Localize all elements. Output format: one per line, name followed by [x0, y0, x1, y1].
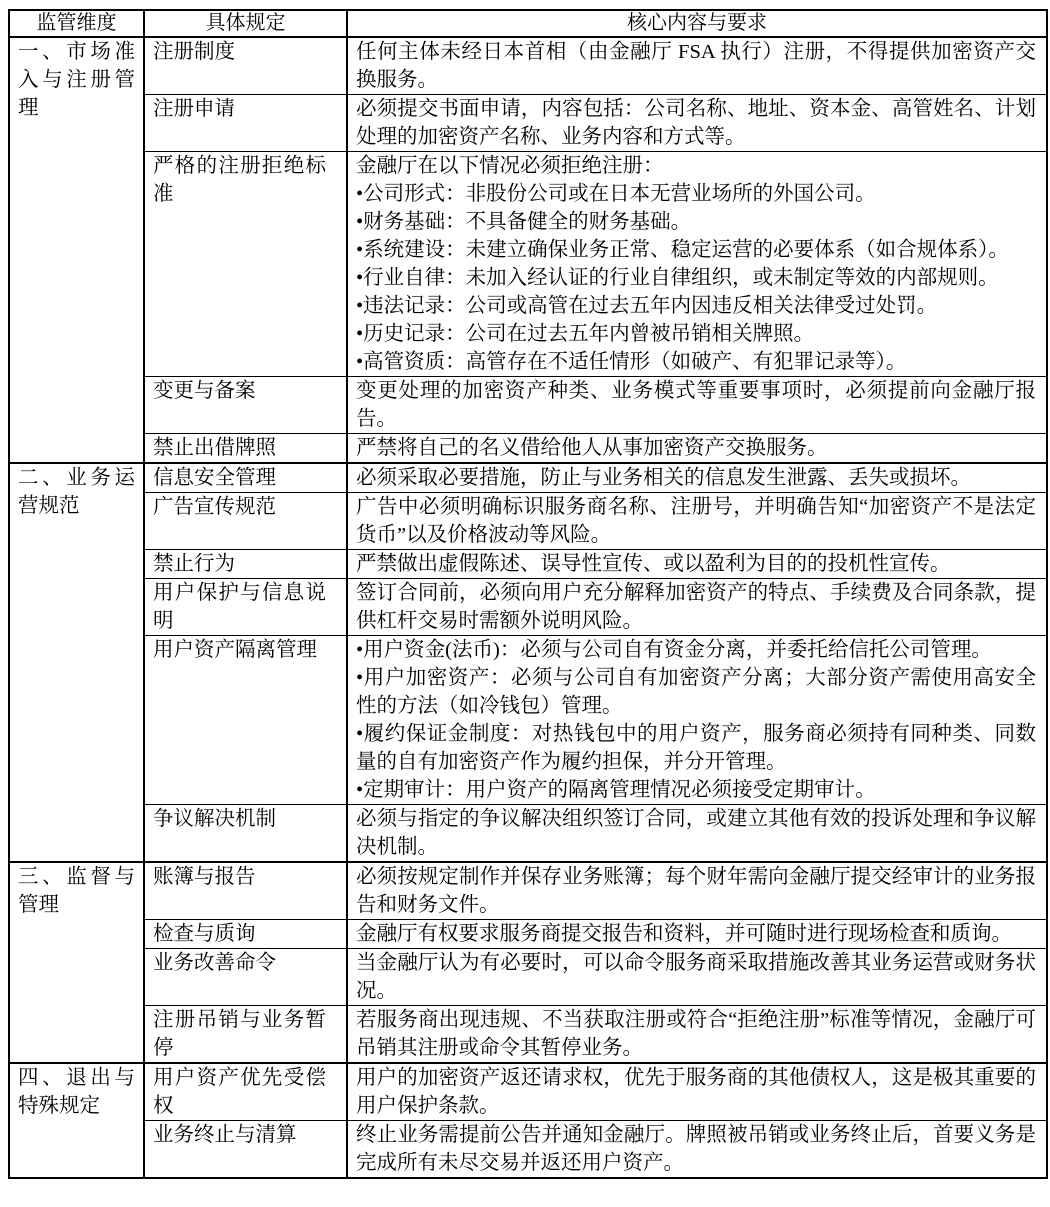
- provision-cell: 禁止行为: [144, 550, 347, 579]
- content-line: 终止业务需提前公告并通知金融厅。牌照被吊销或业务终止后，首要义务是完成所有未尽交易并返还用户资产。: [356, 1124, 1036, 1174]
- table-row: [9, 920, 1047, 949]
- content-line: 用户的加密资产返还请求权，优先于服务商的其他债权人，这是极其重要的用户保护条款。: [356, 1067, 1036, 1117]
- provision-cell: 禁止出借牌照: [144, 434, 347, 464]
- table-row: [9, 463, 1047, 493]
- table-row: [9, 1063, 1047, 1121]
- content-line: 任何主体未经日本首相（由金融厅 FSA 执行）注册，不得提供加密资产交换服务。: [356, 41, 1036, 91]
- regulation-table: [8, 9, 1048, 1179]
- table-row: [9, 636, 1047, 805]
- provision-cell: 用户资产优先受偿权: [144, 1063, 347, 1121]
- content-cell: [347, 550, 1047, 579]
- content-line: 金融厅有权要求服务商提交报告和资料，并可随时进行现场检查和质询。: [356, 923, 1012, 945]
- provision-cell: 注册申请: [144, 95, 347, 152]
- table-row: [9, 550, 1047, 579]
- provision-cell: 注册制度: [144, 37, 347, 95]
- content-line: •财务基础：不具备健全的财务基础。: [356, 211, 692, 233]
- provision-cell: 信息安全管理: [144, 463, 347, 493]
- provision-cell: 业务终止与清算: [144, 1121, 347, 1179]
- content-cell: [347, 434, 1047, 464]
- content-line: 必须按规定制作并保存业务账簿；每个财年需向金融厅提交经审计的业务报告和财务文件。: [356, 866, 1036, 916]
- table-row: [9, 152, 1047, 377]
- content-cell: [347, 95, 1047, 152]
- content-line: •公司形式：非股份公司或在日本无营业场所的外国公司。: [356, 183, 876, 205]
- table-row: [9, 37, 1047, 95]
- table-row: [9, 862, 1047, 920]
- content-line: •履约保证金制度：对热钱包中的用户资产，服务商必须持有同种类、同数量的自有加密资产作为履约担保，并分开管理。: [356, 723, 1036, 773]
- content-cell: [347, 1006, 1047, 1064]
- content-cell: [347, 1121, 1047, 1179]
- content-line: 必须提交书面申请，内容包括：公司名称、地址、资本金、高管姓名、计划处理的加密资产名称、业务内容和方式等。: [356, 98, 1036, 148]
- table-row: [9, 1006, 1047, 1064]
- table-row: [9, 493, 1047, 550]
- provision-cell: 账簿与报告: [144, 862, 347, 920]
- column-header-dimension: 监管维度: [9, 10, 144, 37]
- content-line: 必须采取必要措施，防止与业务相关的信息发生泄露、丢失或损坏。: [356, 467, 971, 489]
- content-cell: [347, 949, 1047, 1006]
- content-line: 变更处理的加密资产种类、业务模式等重要事项时，必须提前向金融厅报告。: [356, 380, 1036, 430]
- content-line: •用户加密资产：必须与公司自有加密资产分离；大部分资产需使用高安全性的方法（如冷钱包）管理。: [356, 667, 1036, 717]
- content-line: •用户资金(法币)：必须与公司自有资金分离，并委托给信托公司管理。: [356, 639, 992, 661]
- content-cell: [347, 152, 1047, 377]
- content-cell: [347, 805, 1047, 863]
- content-line: 若服务商出现违规、不当获取注册或符合“拒绝注册”标准等情况，金融厅可吊销其注册或命令其暂停业务。: [356, 1009, 1036, 1059]
- table-row: [9, 377, 1047, 434]
- table-row: [9, 95, 1047, 152]
- content-line: •定期审计：用户资产的隔离管理情况必须接受定期审计。: [356, 779, 876, 801]
- column-header-provision: 具体规定: [144, 10, 347, 37]
- provision-cell: 争议解决机制: [144, 805, 347, 863]
- content-cell: [347, 920, 1047, 949]
- table-row: [9, 805, 1047, 863]
- content-cell: [347, 1063, 1047, 1121]
- content-cell: [347, 579, 1047, 636]
- content-cell: [347, 37, 1047, 95]
- provision-cell: 广告宣传规范: [144, 493, 347, 550]
- content-cell: [347, 463, 1047, 493]
- header-row: [9, 10, 1047, 37]
- provision-cell: 业务改善命令: [144, 949, 347, 1006]
- content-cell: [347, 636, 1047, 805]
- provision-cell: 变更与备案: [144, 377, 347, 434]
- content-line: •历史记录：公司在过去五年内曾被吊销相关牌照。: [356, 323, 815, 345]
- content-cell: [347, 493, 1047, 550]
- content-line: 广告中必须明确标识服务商名称、注册号，并明确告知“加密资产不是法定货币”以及价格波动等风险。: [356, 496, 1036, 546]
- table-row: [9, 1121, 1047, 1179]
- provision-cell: 用户保护与信息说明: [144, 579, 347, 636]
- provision-cell: 用户资产隔离管理: [144, 636, 347, 805]
- content-line: •高管资质：高管存在不适任情形（如破产、有犯罪记录等）。: [356, 351, 907, 373]
- content-line: •违法记录：公司或高管在过去五年内因违反相关法律受过处罚。: [356, 295, 938, 317]
- table-row: [9, 579, 1047, 636]
- column-header-content: 核心内容与要求: [347, 10, 1047, 37]
- content-cell: [347, 862, 1047, 920]
- content-line: 当金融厅认为有必要时，可以命令服务商采取措施改善其业务运营或财务状况。: [356, 952, 1036, 1002]
- content-line: 严禁做出虚假陈述、误导性宣传、或以盈利为目的的投机性宣传。: [356, 553, 951, 575]
- content-line: 严禁将自己的名义借给他人从事加密资产交换服务。: [356, 437, 828, 459]
- dimension-cell-exit-special: 四、退出与特殊规定: [9, 1063, 144, 1178]
- table-row: [9, 434, 1047, 464]
- dimension-cell-supervision: 三、监督与管理: [9, 862, 144, 1063]
- provision-cell: 检查与质询: [144, 920, 347, 949]
- content-line: 必须与指定的争议解决组织签订合同，或建立其他有效的投诉处理和争议解决机制。: [356, 808, 1036, 858]
- provision-cell: 严格的注册拒绝标准: [144, 152, 347, 377]
- content-line: •行业自律：未加入经认证的行业自律组织，或未制定等效的内部规则。: [356, 267, 999, 289]
- dimension-cell-market-entry: 一、市场准入与注册管理: [9, 37, 144, 463]
- content-line: •系统建设：未建立确保业务正常、稳定运营的必要体系（如合规体系）。: [356, 239, 1009, 261]
- content-line: 金融厅在以下情况必须拒绝注册：: [356, 155, 664, 177]
- content-cell: [347, 377, 1047, 434]
- dimension-cell-business-operation: 二、业务运营规范: [9, 463, 144, 862]
- table-row: [9, 949, 1047, 1006]
- provision-cell: 注册吊销与业务暂停: [144, 1006, 347, 1064]
- content-line: 签订合同前，必须向用户充分解释加密资产的特点、手续费及合同条款，提供杠杆交易时需额外说明风险。: [356, 582, 1036, 632]
